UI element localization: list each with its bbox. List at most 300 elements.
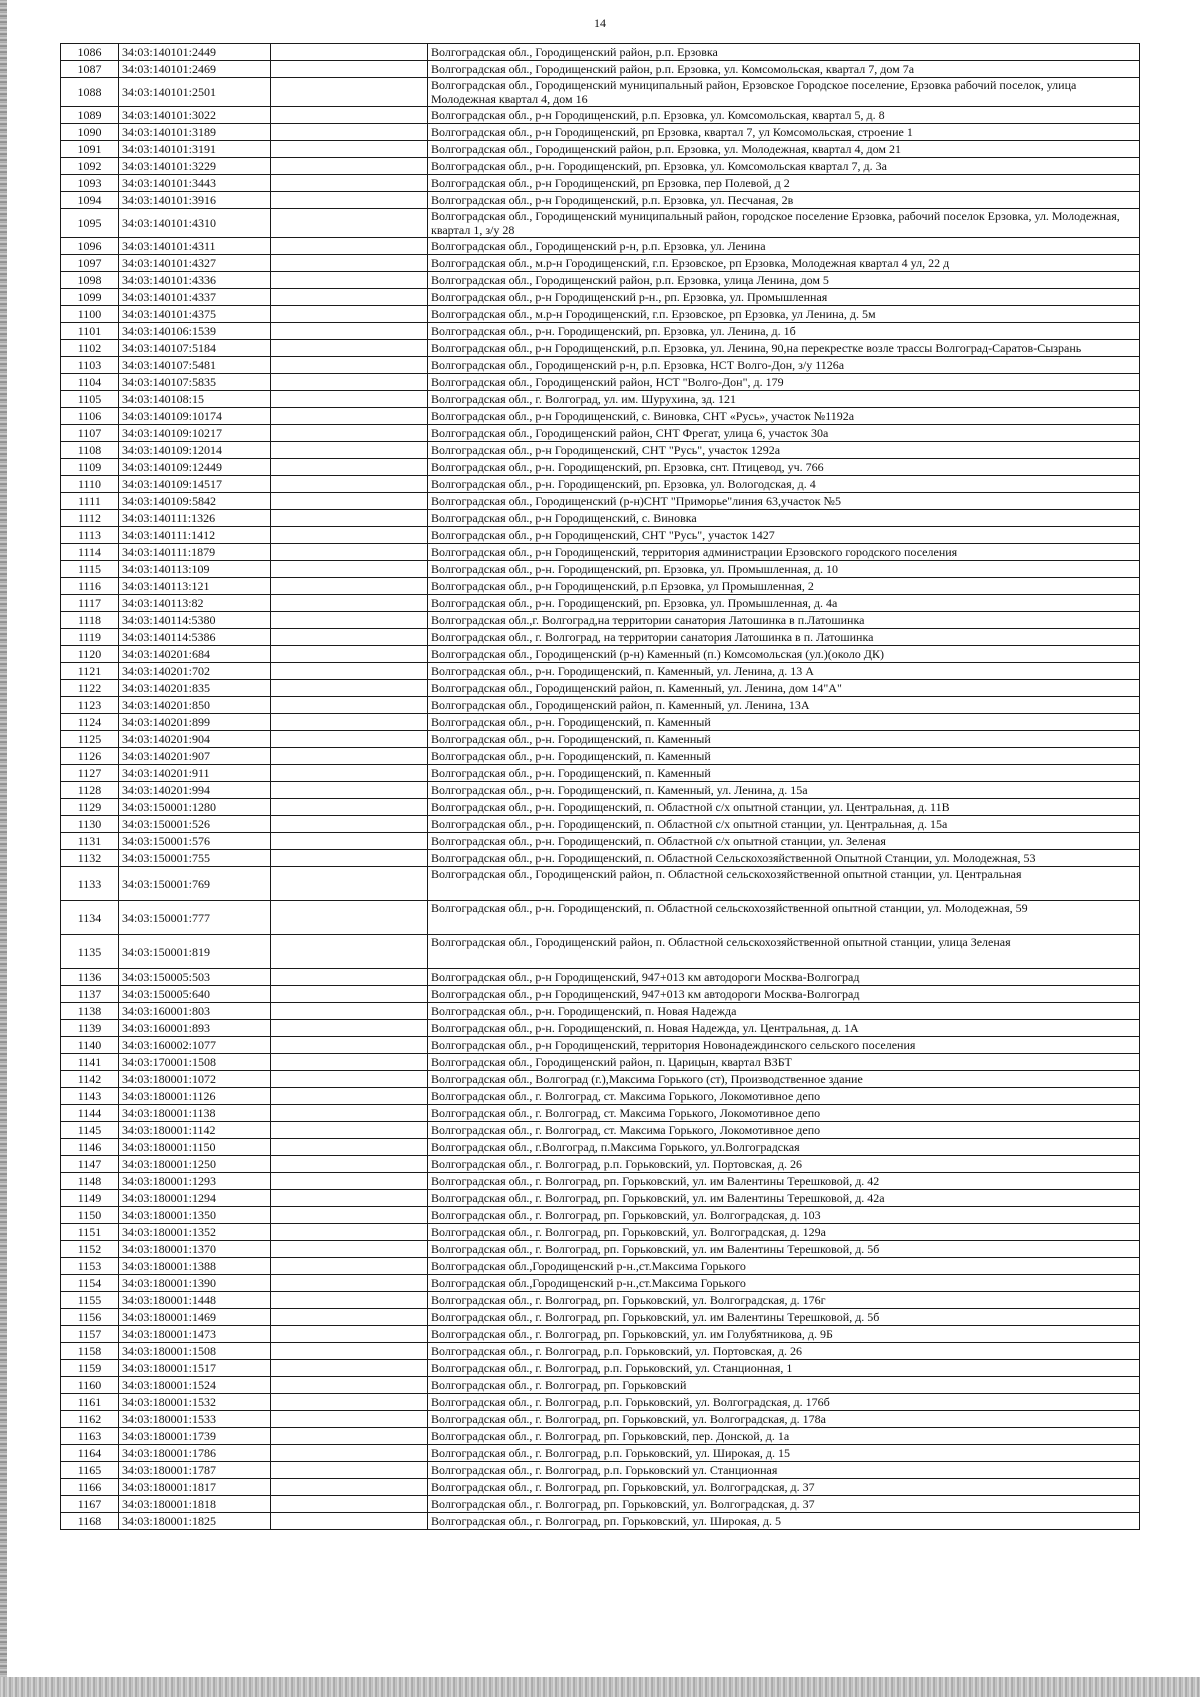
address: Волгоградская обл., г. Волгоград, рп. Горьковский, ул. Волгоградская, д. 178а bbox=[428, 1411, 1140, 1428]
empty-cell bbox=[271, 425, 428, 442]
empty-cell bbox=[271, 1054, 428, 1071]
address: Волгоградская обл., г. Волгоград, рп. Горьковский bbox=[428, 1377, 1140, 1394]
empty-cell bbox=[271, 901, 428, 935]
row-number: 1112 bbox=[61, 510, 119, 527]
address: Волгоградская обл., г. Волгоград, рп. Горьковский, ул. Широкая, д. 5 bbox=[428, 1513, 1140, 1530]
empty-cell bbox=[271, 289, 428, 306]
address: Волгоградская обл., г. Волгоград, р.п. Горьковский, ул. Портовская, д. 26 bbox=[428, 1156, 1140, 1173]
cadastral-number: 34:03:140108:15 bbox=[119, 391, 271, 408]
address: Волгоградская обл., г. Волгоград, р.п. Горьковский, ул. Волгоградская, д. 176б bbox=[428, 1394, 1140, 1411]
empty-cell bbox=[271, 1292, 428, 1309]
address: Волгоградская обл.,г. Волгоград,на территории санатория Латошинка в п.Латошинка bbox=[428, 612, 1140, 629]
cadastral-number: 34:03:180001:1390 bbox=[119, 1275, 271, 1292]
empty-cell bbox=[271, 175, 428, 192]
empty-cell bbox=[271, 476, 428, 493]
table-row bbox=[61, 850, 1140, 867]
empty-cell bbox=[271, 1462, 428, 1479]
table-row bbox=[61, 1513, 1140, 1530]
address: Волгоградская обл., р-н. Городищенский, п. Областной с/х опытной станции, ул. Зеленая bbox=[428, 833, 1140, 850]
row-number: 1168 bbox=[61, 1513, 119, 1530]
row-number: 1167 bbox=[61, 1496, 119, 1513]
address: Волгоградская обл., р-н Городищенский, 947+013 км автодороги Москва-Волгоград bbox=[428, 969, 1140, 986]
empty-cell bbox=[271, 850, 428, 867]
row-number: 1160 bbox=[61, 1377, 119, 1394]
row-number: 1138 bbox=[61, 1003, 119, 1020]
registry-table-body bbox=[61, 44, 1140, 1530]
row-number: 1123 bbox=[61, 697, 119, 714]
empty-cell bbox=[271, 799, 428, 816]
row-number: 1152 bbox=[61, 1241, 119, 1258]
row-number: 1091 bbox=[61, 141, 119, 158]
cadastral-number: 34:03:140101:4336 bbox=[119, 272, 271, 289]
table-row bbox=[61, 476, 1140, 493]
cadastral-number: 34:03:140109:5842 bbox=[119, 493, 271, 510]
row-number: 1094 bbox=[61, 192, 119, 209]
row-number: 1137 bbox=[61, 986, 119, 1003]
cadastral-number: 34:03:170001:1508 bbox=[119, 1054, 271, 1071]
address: Волгоградская обл., р-н Городищенский, р.п. Ерзовка, ул. Комсомольская, квартал 5, д. 8 bbox=[428, 107, 1140, 124]
table-row bbox=[61, 306, 1140, 323]
cadastral-number: 34:03:140101:3022 bbox=[119, 107, 271, 124]
cadastral-number: 34:03:180001:1533 bbox=[119, 1411, 271, 1428]
cadastral-number: 34:03:180001:1352 bbox=[119, 1224, 271, 1241]
address: Волгоградская обл., Городищенский район, п. Каменный, ул. Ленина, дом 14"А" bbox=[428, 680, 1140, 697]
address: Волгоградская обл.,Городищенский р-н.,ст.Максима Горького bbox=[428, 1275, 1140, 1292]
empty-cell bbox=[271, 510, 428, 527]
address: Волгоградская обл., г. Волгоград, р.п. Горьковский ул. Станционная bbox=[428, 1462, 1140, 1479]
cadastral-number: 34:03:140113:121 bbox=[119, 578, 271, 595]
address: Волгоградская обл., р-н. Городищенский, п. Областной с/х опытной станции, ул. Центральная, д. 15а bbox=[428, 816, 1140, 833]
cadastral-number: 34:03:140101:3916 bbox=[119, 192, 271, 209]
empty-cell bbox=[271, 1241, 428, 1258]
row-number: 1150 bbox=[61, 1207, 119, 1224]
address: Волгоградская обл., Городищенский (р-н)СНТ "Приморье"линия 63,участок №5 bbox=[428, 493, 1140, 510]
table-row bbox=[61, 1173, 1140, 1190]
row-number: 1159 bbox=[61, 1360, 119, 1377]
table-row bbox=[61, 680, 1140, 697]
empty-cell bbox=[271, 1411, 428, 1428]
address: Волгоградская обл., Городищенский р-н, р.п. Ерзовка, НСТ Волго-Дон, з/у 1126а bbox=[428, 357, 1140, 374]
address: Волгоградская обл., Городищенский район, р.п. Ерзовка, улица Ленина, дом 5 bbox=[428, 272, 1140, 289]
row-number: 1088 bbox=[61, 78, 119, 107]
table-row bbox=[61, 1241, 1140, 1258]
table-row bbox=[61, 816, 1140, 833]
empty-cell bbox=[271, 1105, 428, 1122]
empty-cell bbox=[271, 306, 428, 323]
address: Волгоградская обл., г. Волгоград, рп. Горьковский, ул. им Валентины Терешковой, д. 5б bbox=[428, 1309, 1140, 1326]
address: Волгоградская обл., г. Волгоград, ст. Максима Горького, Локомотивное депо bbox=[428, 1088, 1140, 1105]
row-number: 1122 bbox=[61, 680, 119, 697]
cadastral-number: 34:03:140101:3229 bbox=[119, 158, 271, 175]
table-row bbox=[61, 1037, 1140, 1054]
row-number: 1124 bbox=[61, 714, 119, 731]
address: Волгоградская обл., р-н. Городищенский, п. Новая Надежда bbox=[428, 1003, 1140, 1020]
address: Волгоградская обл., р-н Городищенский, рп Ерзовка, квартал 7, ул Комсомольская, строение 1 bbox=[428, 124, 1140, 141]
table-row bbox=[61, 1360, 1140, 1377]
empty-cell bbox=[271, 44, 428, 61]
cadastral-number: 34:03:150001:819 bbox=[119, 935, 271, 969]
empty-cell bbox=[271, 357, 428, 374]
cadastral-number: 34:03:150001:777 bbox=[119, 901, 271, 935]
empty-cell bbox=[271, 595, 428, 612]
row-number: 1163 bbox=[61, 1428, 119, 1445]
empty-cell bbox=[271, 209, 428, 238]
empty-cell bbox=[271, 493, 428, 510]
address: Волгоградская обл., г. Волгоград, рп. Горьковский, ул. Волгоградская, д. 37 bbox=[428, 1496, 1140, 1513]
address: Волгоградская обл., г. Волгоград, рп. Горьковский, ул. Волгоградская, д. 176г bbox=[428, 1292, 1140, 1309]
row-number: 1108 bbox=[61, 442, 119, 459]
table-row bbox=[61, 425, 1140, 442]
address: Волгоградская обл., г. Волгоград, рп. Горьковский, ул. Волгоградская, д. 103 bbox=[428, 1207, 1140, 1224]
empty-cell bbox=[271, 935, 428, 969]
cadastral-number: 34:03:180001:1350 bbox=[119, 1207, 271, 1224]
address: Волгоградская обл., р-н. Городищенский, п. Новая Надежда, ул. Центральная, д. 1А bbox=[428, 1020, 1140, 1037]
empty-cell bbox=[271, 646, 428, 663]
row-number: 1164 bbox=[61, 1445, 119, 1462]
cadastral-number: 34:03:150001:576 bbox=[119, 833, 271, 850]
address: Волгоградская обл., г. Волгоград, рп. Горьковский, ул. им Валентины Терешковой, д. 5б bbox=[428, 1241, 1140, 1258]
empty-cell bbox=[271, 1224, 428, 1241]
cadastral-number: 34:03:180001:1817 bbox=[119, 1479, 271, 1496]
row-number: 1116 bbox=[61, 578, 119, 595]
address: Волгоградская обл., р-н. Городищенский, рп. Ерзовка, ул. Промышленная, д. 4а bbox=[428, 595, 1140, 612]
cadastral-number: 34:03:140111:1879 bbox=[119, 544, 271, 561]
row-number: 1166 bbox=[61, 1479, 119, 1496]
table-row bbox=[61, 1394, 1140, 1411]
empty-cell bbox=[271, 680, 428, 697]
address: Волгоградская обл., р-н. Городищенский, рп. Ерзовка, ул. Промышленная, д. 10 bbox=[428, 561, 1140, 578]
address: Волгоградская обл., р-н. Городищенский, рп. Ерзовка, ул. Ленина, д. 1б bbox=[428, 323, 1140, 340]
cadastral-number: 34:03:140101:2501 bbox=[119, 78, 271, 107]
table-row bbox=[61, 1275, 1140, 1292]
cadastral-number: 34:03:160002:1077 bbox=[119, 1037, 271, 1054]
row-number: 1099 bbox=[61, 289, 119, 306]
row-number: 1105 bbox=[61, 391, 119, 408]
empty-cell bbox=[271, 561, 428, 578]
table-row bbox=[61, 459, 1140, 476]
empty-cell bbox=[271, 986, 428, 1003]
table-row bbox=[61, 544, 1140, 561]
address: Волгоградская обл., г. Волгоград, рп. Горьковский, ул. им Голубятникова, д. 9Б bbox=[428, 1326, 1140, 1343]
empty-cell bbox=[271, 391, 428, 408]
empty-cell bbox=[271, 612, 428, 629]
empty-cell bbox=[271, 578, 428, 595]
row-number: 1113 bbox=[61, 527, 119, 544]
table-row bbox=[61, 663, 1140, 680]
row-number: 1136 bbox=[61, 969, 119, 986]
cadastral-number: 34:03:180001:1250 bbox=[119, 1156, 271, 1173]
table-row bbox=[61, 1088, 1140, 1105]
row-number: 1096 bbox=[61, 238, 119, 255]
address: Волгоградская обл., р-н. Городищенский, п. Каменный bbox=[428, 765, 1140, 782]
table-row bbox=[61, 272, 1140, 289]
empty-cell bbox=[271, 629, 428, 646]
row-number: 1140 bbox=[61, 1037, 119, 1054]
empty-cell bbox=[271, 1190, 428, 1207]
empty-cell bbox=[271, 833, 428, 850]
table-row bbox=[61, 510, 1140, 527]
address: Волгоградская обл., р-н. Городищенский, п. Каменный, ул. Ленина, д. 15а bbox=[428, 782, 1140, 799]
empty-cell bbox=[271, 714, 428, 731]
cadastral-number: 34:03:140201:907 bbox=[119, 748, 271, 765]
row-number: 1131 bbox=[61, 833, 119, 850]
address: Волгоградская обл., р-н Городищенский р-н., рп. Ерзовка, ул. Промышленная bbox=[428, 289, 1140, 306]
address: Волгоградская обл., р-н Городищенский, 947+013 км автодороги Москва-Волгоград bbox=[428, 986, 1140, 1003]
address: Волгоградская обл., г. Волгоград, рп. Горьковский, ул. им Валентины Терешковой, д. 42а bbox=[428, 1190, 1140, 1207]
table-row bbox=[61, 1224, 1140, 1241]
cadastral-number: 34:03:180001:1293 bbox=[119, 1173, 271, 1190]
cadastral-number: 34:03:140101:3189 bbox=[119, 124, 271, 141]
address: Волгоградская обл., Волгоград (г.),Максима Горького (ст), Производственное здание bbox=[428, 1071, 1140, 1088]
cadastral-number: 34:03:180001:1473 bbox=[119, 1326, 271, 1343]
cadastral-number: 34:03:160001:803 bbox=[119, 1003, 271, 1020]
table-row bbox=[61, 1479, 1140, 1496]
table-row bbox=[61, 765, 1140, 782]
empty-cell bbox=[271, 731, 428, 748]
row-number: 1090 bbox=[61, 124, 119, 141]
address: Волгоградская обл., г. Волгоград, на территории санатория Латошинка в п. Латошинка bbox=[428, 629, 1140, 646]
empty-cell bbox=[271, 748, 428, 765]
cadastral-number: 34:03:140111:1412 bbox=[119, 527, 271, 544]
cadastral-number: 34:03:180001:1388 bbox=[119, 1258, 271, 1275]
cadastral-number: 34:03:180001:1818 bbox=[119, 1496, 271, 1513]
table-row bbox=[61, 986, 1140, 1003]
table-row bbox=[61, 1156, 1140, 1173]
cadastral-number: 34:03:180001:1786 bbox=[119, 1445, 271, 1462]
address: Волгоградская обл., г. Волгоград, р.п. Горьковский, ул. Широкая, д. 15 bbox=[428, 1445, 1140, 1462]
table-row bbox=[61, 141, 1140, 158]
empty-cell bbox=[271, 1207, 428, 1224]
address: Волгоградская обл., г. Волгоград, рп. Горьковский, ул. им Валентины Терешковой, д. 42 bbox=[428, 1173, 1140, 1190]
address: Волгоградская обл., г. Волгоград, рп. Горьковский, ул. Волгоградская, д. 129а bbox=[428, 1224, 1140, 1241]
row-number: 1129 bbox=[61, 799, 119, 816]
row-number: 1115 bbox=[61, 561, 119, 578]
empty-cell bbox=[271, 1258, 428, 1275]
empty-cell bbox=[271, 1275, 428, 1292]
table-row bbox=[61, 1309, 1140, 1326]
address: Волгоградская обл., р-н Городищенский, СНТ "Русь", участок 1292а bbox=[428, 442, 1140, 459]
row-number: 1151 bbox=[61, 1224, 119, 1241]
cadastral-number: 34:03:140101:2469 bbox=[119, 61, 271, 78]
empty-cell bbox=[271, 141, 428, 158]
address: Волгоградская обл., р-н Городищенский, р.п Ерзовка, ул Промышленная, 2 bbox=[428, 578, 1140, 595]
table-row bbox=[61, 782, 1140, 799]
table-row bbox=[61, 1054, 1140, 1071]
cadastral-number: 34:03:150001:769 bbox=[119, 867, 271, 901]
address: Волгоградская обл., г. Волгоград, р.п. Горьковский, ул. Портовская, д. 26 bbox=[428, 1343, 1140, 1360]
empty-cell bbox=[271, 1020, 428, 1037]
address: Волгоградская обл., Городищенский район, п. Областной сельскохозяйственной опытной станции, ул. Центральная bbox=[428, 867, 1140, 901]
scan-edge-left bbox=[0, 0, 7, 1697]
row-number: 1132 bbox=[61, 850, 119, 867]
row-number: 1139 bbox=[61, 1020, 119, 1037]
address: Волгоградская обл., Городищенский муниципальный район, городское поселение Ерзовка, рабочий поселок Ерзовка, ул. Молодежная, квартал 1, з/у 28 bbox=[428, 209, 1140, 238]
empty-cell bbox=[271, 1394, 428, 1411]
address: Волгоградская обл., Городищенский муниципальный район, Ерзовское Городское поселение, Ерзовка рабочий поселок, улица Молодежная квартал 4, дом 16 bbox=[428, 78, 1140, 107]
cadastral-number: 34:03:180001:1739 bbox=[119, 1428, 271, 1445]
registry-table bbox=[60, 43, 1140, 1530]
row-number: 1158 bbox=[61, 1343, 119, 1360]
row-number: 1165 bbox=[61, 1462, 119, 1479]
empty-cell bbox=[271, 1139, 428, 1156]
address: Волгоградская обл., г. Волгоград, ул. им. Шурухина, зд. 121 bbox=[428, 391, 1140, 408]
row-number: 1118 bbox=[61, 612, 119, 629]
row-number: 1119 bbox=[61, 629, 119, 646]
empty-cell bbox=[271, 1428, 428, 1445]
address: Волгоградская обл., г. Волгоград, рп. Горьковский, пер. Донской, д. 1а bbox=[428, 1428, 1140, 1445]
row-number: 1141 bbox=[61, 1054, 119, 1071]
empty-cell bbox=[271, 1513, 428, 1530]
table-row bbox=[61, 340, 1140, 357]
address: Волгоградская обл., м.р-н Городищенский, г.п. Ерзовское, рп Ерзовка, Молодежная квартал 4 ул, 22 д bbox=[428, 255, 1140, 272]
row-number: 1128 bbox=[61, 782, 119, 799]
empty-cell bbox=[271, 1003, 428, 1020]
cadastral-number: 34:03:150001:1280 bbox=[119, 799, 271, 816]
cadastral-number: 34:03:140101:4311 bbox=[119, 238, 271, 255]
cadastral-number: 34:03:180001:1138 bbox=[119, 1105, 271, 1122]
cadastral-number: 34:03:150001:755 bbox=[119, 850, 271, 867]
table-row bbox=[61, 612, 1140, 629]
table-row bbox=[61, 935, 1140, 969]
empty-cell bbox=[271, 1496, 428, 1513]
address: Волгоградская обл., Городищенский р-н, р.п. Ерзовка, ул. Ленина bbox=[428, 238, 1140, 255]
empty-cell bbox=[271, 374, 428, 391]
row-number: 1143 bbox=[61, 1088, 119, 1105]
address: Волгоградская обл.,Городищенский р-н.,ст.Максима Горького bbox=[428, 1258, 1140, 1275]
row-number: 1121 bbox=[61, 663, 119, 680]
address: Волгоградская обл., г. Волгоград, ст. Максима Горького, Локомотивное депо bbox=[428, 1122, 1140, 1139]
cadastral-number: 34:03:140101:4327 bbox=[119, 255, 271, 272]
empty-cell bbox=[271, 765, 428, 782]
row-number: 1111 bbox=[61, 493, 119, 510]
row-number: 1155 bbox=[61, 1292, 119, 1309]
scan-edge-bottom bbox=[0, 1677, 1200, 1697]
table-row bbox=[61, 255, 1140, 272]
row-number: 1153 bbox=[61, 1258, 119, 1275]
address: Волгоградская обл., Городищенский район, СНТ Фрегат, улица 6, участок 30а bbox=[428, 425, 1140, 442]
address: Волгоградская обл., р-н Городищенский, территория Новонадеждинского сельского поселения bbox=[428, 1037, 1140, 1054]
cadastral-number: 34:03:140201:904 bbox=[119, 731, 271, 748]
page-number: 14 bbox=[594, 16, 606, 30]
cadastral-number: 34:03:140111:1326 bbox=[119, 510, 271, 527]
table-row bbox=[61, 1207, 1140, 1224]
row-number: 1106 bbox=[61, 408, 119, 425]
cadastral-number: 34:03:140201:684 bbox=[119, 646, 271, 663]
cadastral-number: 34:03:140101:4375 bbox=[119, 306, 271, 323]
address: Волгоградская обл., Городищенский район, р.п. Ерзовка bbox=[428, 44, 1140, 61]
empty-cell bbox=[271, 442, 428, 459]
cadastral-number: 34:03:180001:1448 bbox=[119, 1292, 271, 1309]
cadastral-number: 34:03:140109:10174 bbox=[119, 408, 271, 425]
table-row bbox=[61, 124, 1140, 141]
row-number: 1147 bbox=[61, 1156, 119, 1173]
cadastral-number: 34:03:140201:702 bbox=[119, 663, 271, 680]
row-number: 1149 bbox=[61, 1190, 119, 1207]
cadastral-number: 34:03:140109:10217 bbox=[119, 425, 271, 442]
table-row bbox=[61, 697, 1140, 714]
address: Волгоградская обл., г. Волгоград, р.п. Горьковский, ул. Станционная, 1 bbox=[428, 1360, 1140, 1377]
cadastral-number: 34:03:140114:5386 bbox=[119, 629, 271, 646]
cadastral-number: 34:03:140201:835 bbox=[119, 680, 271, 697]
table-row bbox=[61, 78, 1140, 107]
address: Волгоградская обл., р-н Городищенский, р.п. Ерзовка, ул. Песчаная, 2в bbox=[428, 192, 1140, 209]
address: Волгоградская обл., Городищенский район, р.п. Ерзовка, ул. Комсомольская, квартал 7, дом 7а bbox=[428, 61, 1140, 78]
row-number: 1114 bbox=[61, 544, 119, 561]
table-row bbox=[61, 175, 1140, 192]
row-number: 1093 bbox=[61, 175, 119, 192]
cadastral-number: 34:03:180001:1524 bbox=[119, 1377, 271, 1394]
address: Волгоградская обл., р-н. Городищенский, п. Областной Сельскохозяйственной Опытной Станции, ул. Молодежная, 53 bbox=[428, 850, 1140, 867]
address: Волгоградская обл., Городищенский район, п. Областной сельскохозяйственной опытной станции, улица Зеленая bbox=[428, 935, 1140, 969]
table-row bbox=[61, 1122, 1140, 1139]
row-number: 1098 bbox=[61, 272, 119, 289]
empty-cell bbox=[271, 697, 428, 714]
table-row bbox=[61, 238, 1140, 255]
empty-cell bbox=[271, 124, 428, 141]
empty-cell bbox=[271, 1173, 428, 1190]
address: Волгоградская обл., р-н Городищенский, с. Виновка bbox=[428, 510, 1140, 527]
table-row bbox=[61, 646, 1140, 663]
empty-cell bbox=[271, 238, 428, 255]
cadastral-number: 34:03:140109:12014 bbox=[119, 442, 271, 459]
cadastral-number: 34:03:180001:1150 bbox=[119, 1139, 271, 1156]
cadastral-number: 34:03:140101:4310 bbox=[119, 209, 271, 238]
row-number: 1092 bbox=[61, 158, 119, 175]
empty-cell bbox=[271, 1445, 428, 1462]
empty-cell bbox=[271, 663, 428, 680]
table-row bbox=[61, 1292, 1140, 1309]
empty-cell bbox=[271, 527, 428, 544]
empty-cell bbox=[271, 1377, 428, 1394]
row-number: 1144 bbox=[61, 1105, 119, 1122]
address: Волгоградская обл., м.р-н Городищенский, г.п. Ерзовское, рп Ерзовка, ул Ленина, д. 5м bbox=[428, 306, 1140, 323]
empty-cell bbox=[271, 408, 428, 425]
table-row bbox=[61, 408, 1140, 425]
row-number: 1101 bbox=[61, 323, 119, 340]
empty-cell bbox=[271, 816, 428, 833]
cadastral-number: 34:03:180001:1072 bbox=[119, 1071, 271, 1088]
address: Волгоградская обл., р-н. Городищенский, п. Областной с/х опытной станции, ул. Центральная, д. 11В bbox=[428, 799, 1140, 816]
empty-cell bbox=[271, 78, 428, 107]
cadastral-number: 34:03:180001:1825 bbox=[119, 1513, 271, 1530]
row-number: 1103 bbox=[61, 357, 119, 374]
row-number: 1104 bbox=[61, 374, 119, 391]
table-row bbox=[61, 731, 1140, 748]
address: Волгоградская обл., Городищенский район, п. Царицын, квартал ВЗБТ bbox=[428, 1054, 1140, 1071]
empty-cell bbox=[271, 459, 428, 476]
row-number: 1110 bbox=[61, 476, 119, 493]
table-row bbox=[61, 323, 1140, 340]
table-row bbox=[61, 1343, 1140, 1360]
table-row bbox=[61, 527, 1140, 544]
row-number: 1107 bbox=[61, 425, 119, 442]
row-number: 1142 bbox=[61, 1071, 119, 1088]
address: Волгоградская обл., р-н. Городищенский, п. Каменный bbox=[428, 731, 1140, 748]
cadastral-number: 34:03:140101:2449 bbox=[119, 44, 271, 61]
empty-cell bbox=[271, 1479, 428, 1496]
table-row bbox=[61, 1258, 1140, 1275]
table-row bbox=[61, 192, 1140, 209]
address: Волгоградская обл., Городищенский район, р.п. Ерзовка, ул. Молодежная, квартал 4, дом 21 bbox=[428, 141, 1140, 158]
row-number: 1146 bbox=[61, 1139, 119, 1156]
cadastral-number: 34:03:140109:12449 bbox=[119, 459, 271, 476]
row-number: 1148 bbox=[61, 1173, 119, 1190]
table-row bbox=[61, 391, 1140, 408]
cadastral-number: 34:03:180001:1532 bbox=[119, 1394, 271, 1411]
row-number: 1100 bbox=[61, 306, 119, 323]
table-row bbox=[61, 1071, 1140, 1088]
table-row bbox=[61, 289, 1140, 306]
